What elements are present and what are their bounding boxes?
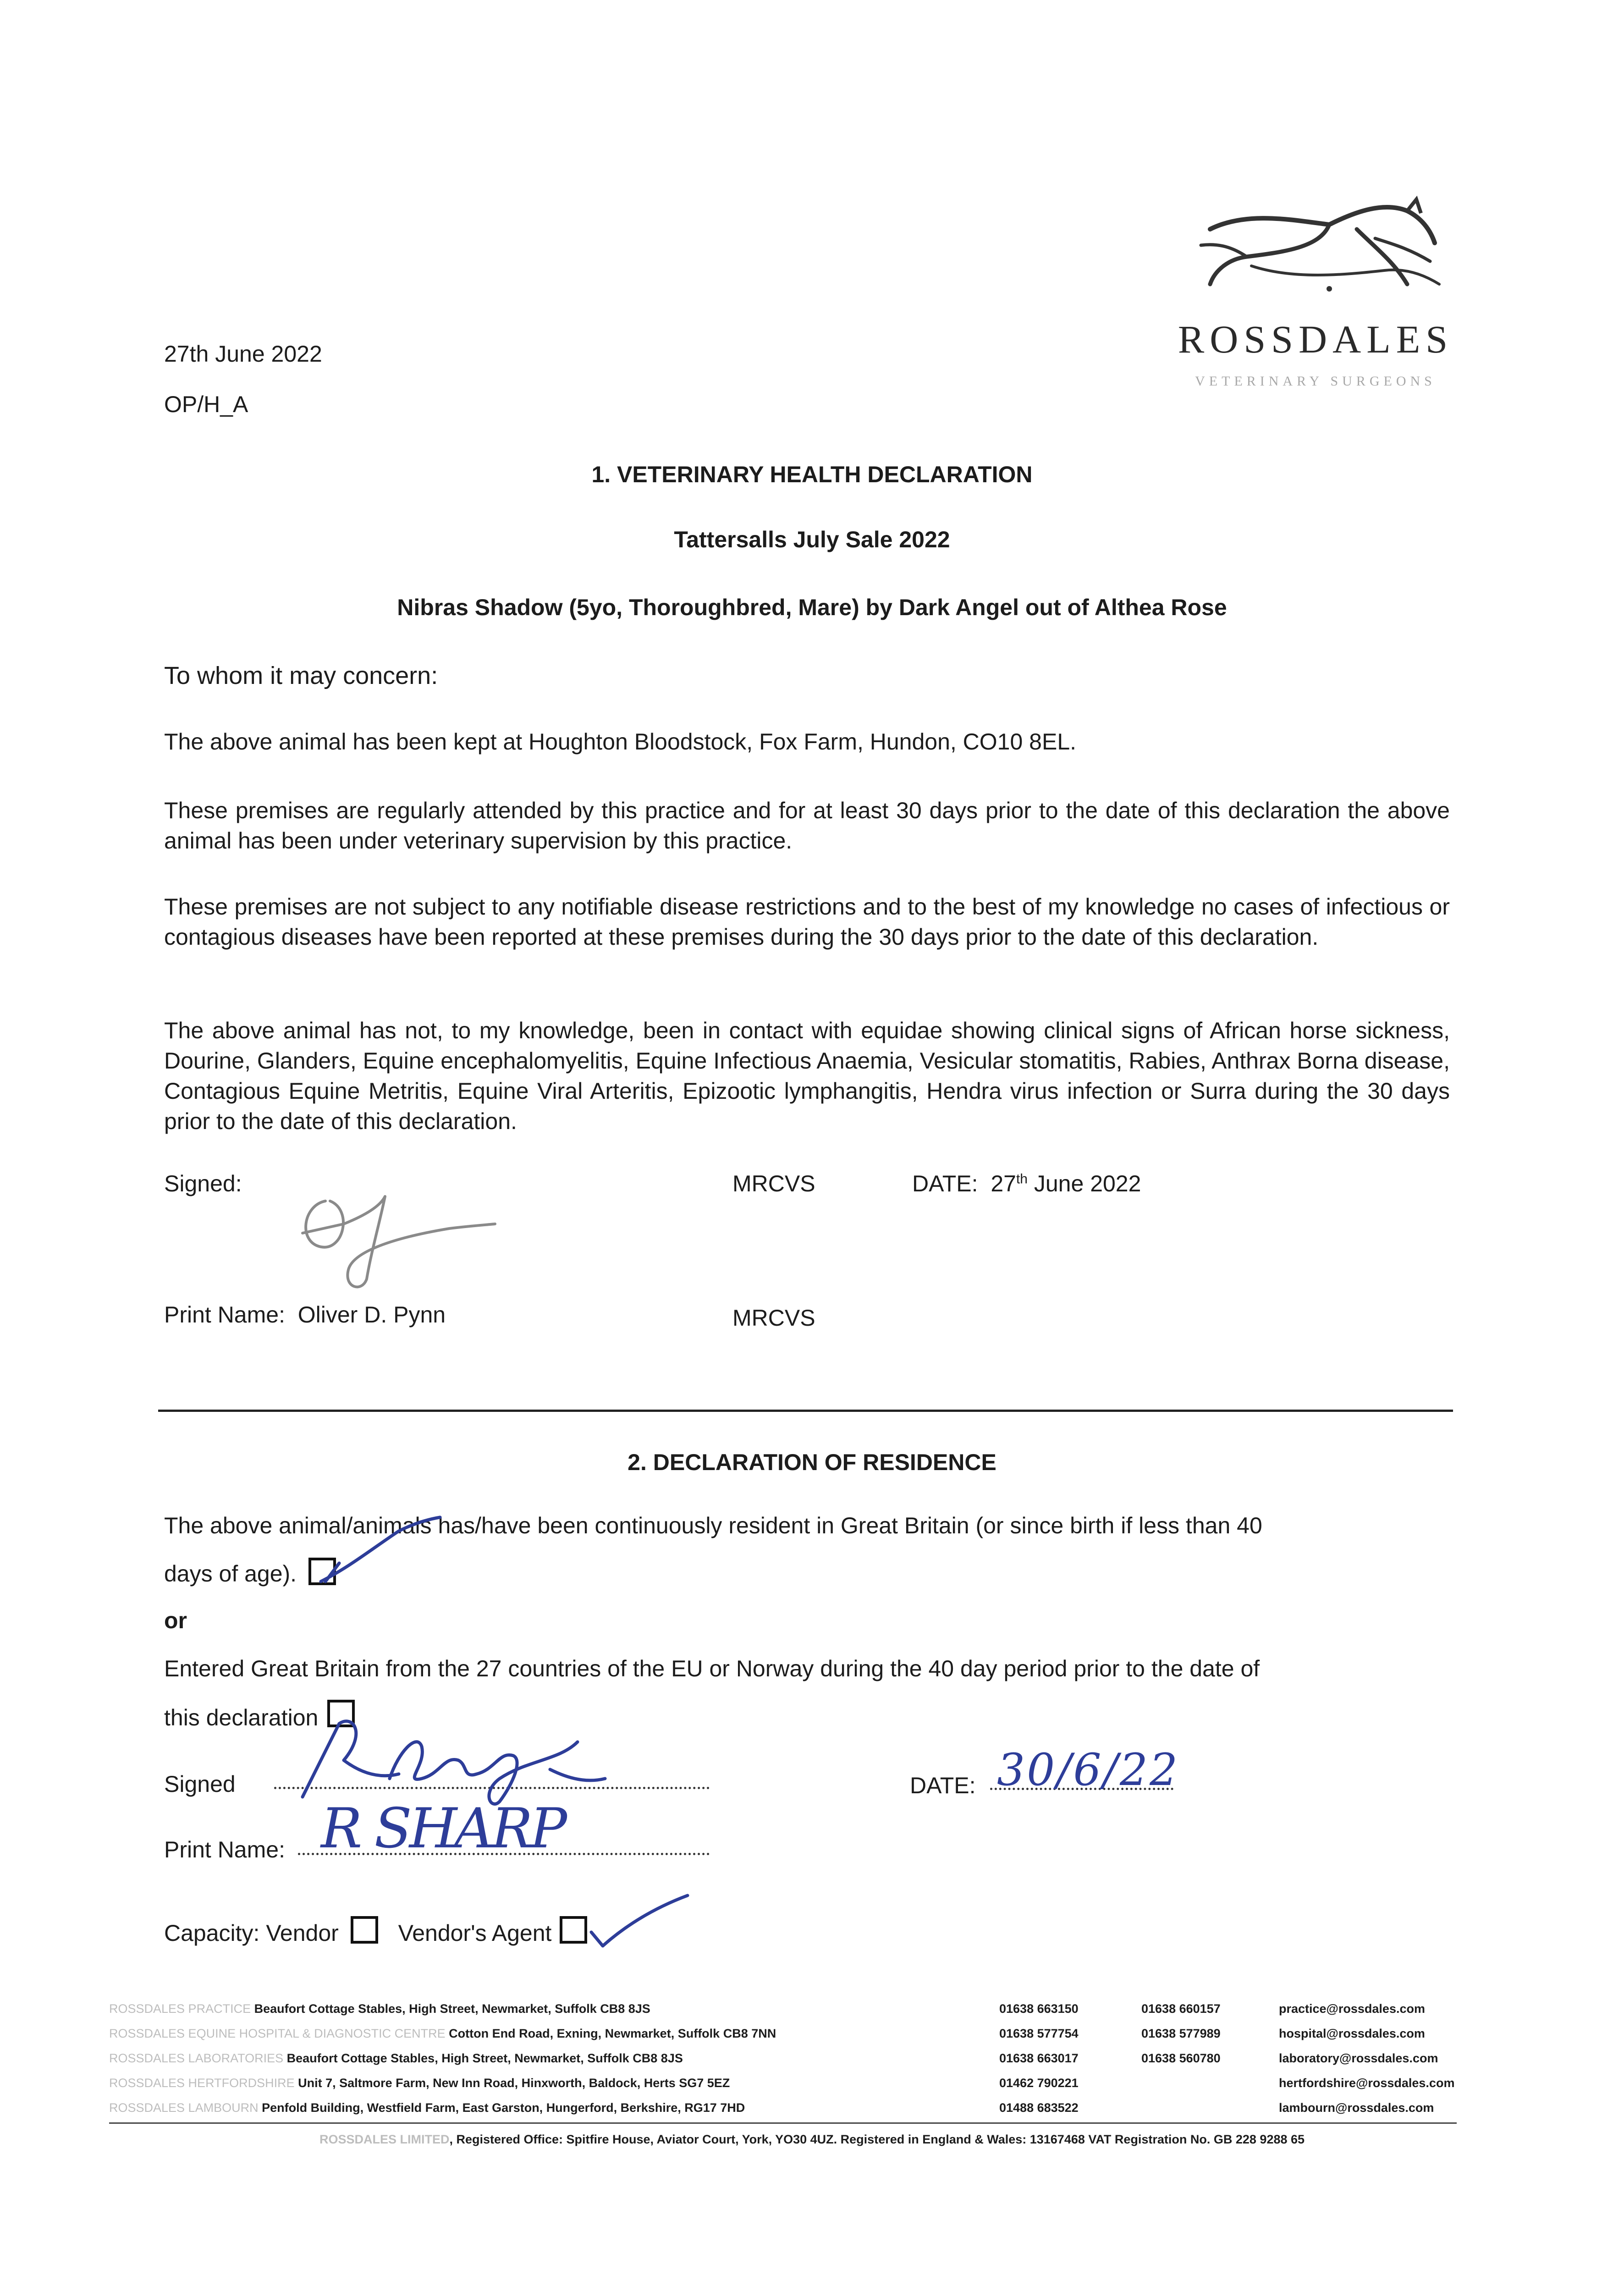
footer-phones	[999, 1996, 1079, 2120]
residence-signed-label: Signed	[164, 1771, 236, 1797]
vendor-signature	[284, 1705, 633, 1811]
paragraph-premises: The above animal has been kept at Houghton Bloodstock, Fox Farm, Hundon, CO10 8EL.	[164, 729, 1077, 755]
residence-option2-line1: Entered Great Britain from the 27 countries of the EU or Norway during the 40 day period prior to the date of	[164, 1656, 1260, 1681]
section2-title: 2. DECLARATION OF RESIDENCE	[628, 1449, 996, 1475]
paragraph-contact-declaration: The above animal has not, to my knowledge, been in contact with equidae showing clinical signs of African horse sickness, Dourine, Glanders, Equine encephalomyelitis, Equine Infectious Anaemia, Vesicular stomatitis, Rabies, Anthrax Borna disease, Contagious Equine Metritis, Equine Viral Arteritis, Epizootic lymphangitis, Hendra virus infection or Surra during the 30 days prior to the date of this declaration.	[164, 1018, 1450, 1134]
agent-checkmark	[582, 1886, 692, 1950]
residence-date-label: DATE:	[910, 1773, 976, 1798]
mrcvs-label-2: MRCVS	[732, 1305, 815, 1331]
residence-date-value: 30/6/22	[997, 1744, 1180, 1796]
vet-signature	[293, 1174, 504, 1297]
print-name-row	[164, 1301, 446, 1328]
section-divider	[158, 1410, 1453, 1412]
fax-hospital: 01638 577989	[1141, 2027, 1221, 2040]
email-practice[interactable]: practice@rossdales.com	[1279, 2002, 1425, 2016]
residence-print-name-label: Print Name:	[164, 1837, 285, 1862]
footer-divider	[109, 2122, 1457, 2124]
residence-option1-line2	[164, 1558, 336, 1587]
logo-tagline: VETERINARY SURGEONS	[1195, 374, 1436, 389]
fax-laboratory: 01638 560780	[1141, 2051, 1221, 2065]
residence-option1-text: days of age).	[164, 1561, 297, 1587]
vendor-agent-label: Vendor's Agent	[398, 1920, 552, 1946]
phone-laboratory: 01638 663017	[999, 2051, 1079, 2065]
date-day: 27	[991, 1171, 1016, 1196]
option1-checkmark	[312, 1513, 449, 1591]
paragraph-supervision: These premises are regularly attended by this practice and for at least 30 days prior to the date of this declaration the above animal has been under veterinary supervision by this practice.	[164, 798, 1450, 854]
email-laboratory[interactable]: laboratory@rossdales.com	[1279, 2051, 1438, 2065]
footer-addresses	[109, 1996, 980, 2120]
footer-row-hospital: ROSSDALES EQUINE HOSPITAL & DIAGNOSTIC CENTRE Cotton End Road, Exning, Newmarket, Suffolk CB8 7NN	[109, 2027, 776, 2040]
vet-print-name: Oliver D. Pynn	[297, 1302, 446, 1328]
salutation: To whom it may concern:	[164, 662, 438, 689]
declaration-date	[912, 1170, 1141, 1197]
date-rest: June 2022	[1027, 1171, 1141, 1196]
paragraph-disease-restrictions: These premises are not subject to any notifiable disease restrictions and to the best of my knowledge no cases of infectious or contagious diseases have been reported at these premises during the 30 days prior to the date of this declaration.	[164, 894, 1450, 950]
phone-lambourn: 01488 683522	[999, 2101, 1079, 2115]
phone-hertfordshire: 01462 790221	[999, 2076, 1079, 2090]
capacity-row	[164, 1916, 587, 1947]
residence-option2-text: this declaration	[164, 1705, 319, 1730]
footer-row-practice: ROSSDALES PRACTICE Beaufort Cottage Stables, High Street, Newmarket, Suffolk CB8 8JS	[109, 2002, 650, 2016]
logo-name: ROSSDALES	[1178, 317, 1453, 361]
email-hospital[interactable]: hospital@rossdales.com	[1279, 2027, 1425, 2040]
phone-hospital: 01638 577754	[999, 2027, 1079, 2040]
footer-row-laboratory: ROSSDALES LABORATORIES Beaufort Cottage Stables, High Street, Newmarket, Suffolk CB8 8JS	[109, 2051, 683, 2065]
galloping-horse-icon	[1192, 193, 1448, 330]
print-name-label: Print Name:	[164, 1302, 285, 1328]
section1-title: 1. VETERINARY HEALTH DECLARATION	[591, 462, 1033, 487]
residence-print-name-value: R SHARP	[321, 1797, 565, 1861]
date-label: DATE:	[912, 1171, 978, 1196]
rossdales-logo	[1173, 193, 1458, 408]
footer-row-hertfordshire: ROSSDALES HERTFORDSHIRE Unit 7, Saltmore Farm, New Inn Road, Hinxworth, Baldock, Herts SG7 5EZ	[109, 2076, 730, 2090]
sale-name: Tattersalls July Sale 2022	[674, 527, 950, 552]
animal-description: Nibras Shadow (5yo, Thoroughbred, Mare) by Dark Angel out of Althea Rose	[397, 595, 1227, 620]
footer-registered-office: ROSSDALES LIMITED, Registered Office: Spitfire House, Aviator Court, York, YO30 4UZ. Registered in England & Wales: 13167468 VAT Registration No. GB 228 9288 65	[319, 2132, 1305, 2146]
fax-practice: 01638 660157	[1141, 2002, 1221, 2016]
or-separator: or	[164, 1608, 187, 1633]
letter-date: 27th June 2022	[164, 341, 322, 367]
signed-label: Signed:	[164, 1171, 242, 1196]
vendor-checkbox[interactable]	[351, 1916, 378, 1944]
email-hertfordshire[interactable]: hertfordshire@rossdales.com	[1279, 2076, 1455, 2090]
date-suffix: th	[1016, 1171, 1028, 1187]
capacity-label: Capacity: Vendor	[164, 1920, 339, 1946]
reference-code: OP/H_A	[164, 391, 248, 417]
mrcvs-label: MRCVS	[732, 1171, 815, 1196]
footer-emails	[1279, 1996, 1454, 2120]
footer-row-lambourn: ROSSDALES LAMBOURN Penfold Building, Westfield Farm, East Garston, Hungerford, Berkshire, RG17 7HD	[109, 2101, 745, 2115]
email-lambourn[interactable]: lambourn@rossdales.com	[1279, 2101, 1434, 2115]
footer-faxes	[1141, 1996, 1221, 2071]
phone-practice: 01638 663150	[999, 2002, 1079, 2016]
residence-option1-line1: The above animal/animals has/have been continuously resident in Great Britain (or since birth if less than 40	[164, 1513, 1262, 1538]
